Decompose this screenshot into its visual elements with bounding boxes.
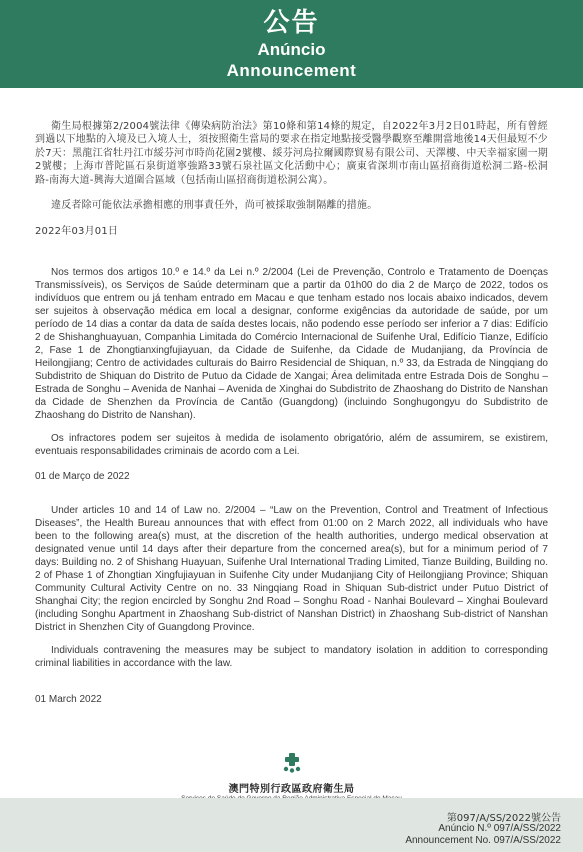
portuguese-paragraph-1: Nos termos dos artigos 10.º e 14.º da Lei n.º 2/2004 (Lei de Prevenção, Controlo e Tratamento de Doenças Transmissíveis), os Serviços de Saúde determinam que a partir da 01h00 do dia 2 de Março de 2022, todos os indivíduos que entrem ou já tenham entrado em Macau e que tenham estado nos locais abaixo indicados, devem ser sujeitos à observação médica em local a designar, conforme exigências da autoridade de saúde, por um período de 14 dias a contar da data de saída destes locais, não podendo esse período ser inferior a 7 dias: Edifício 2 de Shishanghuayuan, Companhia Limitada do Comércio Internacional de Suifenhe Ural, Edifício Tianze, Edifício 2, Fase 1 de Zhongtianxingfujiayuan, da Cidade de Suifenhe, da Cidade de Mudanjiang, da Província de Heilongjiang; Centro de actividades culturais do Bairro Residencial de Shiquan, n.º 33, da Estrada de Ningqiang do Subdistrito de Shiquan do Distrito de Putuo da Cidade de Xangai; Área delimitada entre Estrada Dois de Songhu – Estrada de Songhu – Avenida de Nanhai – Avenida de Xinghai do Subdistrito de Zhaoshang do Distrito de Nanshan da Cidade de Shenzhen da Província de Cantão (Guangdong) (incluindo Songhugongyu do Subdistrito de Zhaoshang do Distrito de Nanshan). [35,266,548,421]
organization-name-chinese: 澳門特別行政區政府衛生局 [228,784,355,795]
title-portuguese: Anúncio [257,40,326,59]
chinese-paragraph-1: 衛生局根據第2/2004號法律《傳染病防治法》第10條和第14條的規定，自2022年3月2日01時起，所有曾經到過以下地點的入境及已入境人士，須按照衛生當局的要求在指定地點接受醫學觀察至離開當地後14天但最短不少於7天：黑龍江省牡丹江市綏芬河市時尚花園2號樓、綏芬河烏拉爾國際貿易有限公司、天澤樓、中天幸福家園一期2號樓；上海市普陀區石泉街道寧強路33號石泉社區文化活動中心；廣東省深圳市南山區招商街道松洞二路-松洞路-南海大道-興海大道圍合區域（包括南山區招商街道松洞公寓）。 [35,121,548,186]
english-date: 01 March 2022 [35,693,102,705]
title-english: Announcement [226,61,357,80]
reference-number-portuguese: Anúncio N.º 097/A/SS/2022 [438,823,561,834]
portuguese-date: 01 de Março de 2022 [35,470,130,482]
title-chinese: 公告 [263,8,320,38]
english-paragraph-1: Under articles 10 and 14 of Law no. 2/2004 – “Law on the Prevention, Control and Treatment of Infectious Diseases”, the Health Bureau announces that with effect from 01:00 on 2 March 2022, all individuals who have been to the following area(s) must, at the discretion of the health authorities, undergo medical observation at designated venue until 14 days after their departure from the concerned area(s), but for a minimum period of 7 days: Building no. 2 of Shishang Huayuan, Suifenhe Ural International Trading Limited, Tianze Building, Building no. 2 of Phase 1 of Zhongtian Xingfujiayuan in Suifenhe City under Mudanjiang City of Heilongjiang Province; Shiquan Community Cultural Activity Centre on no. 33 Ningqiang Road in Shiquan Sub-district under Putuo District of Shanghai City; the region encircled by Songhu 2nd Road – Songhu Road - Nanhai Boulevard – Xinghai Boulevard (including Songhu Apartment in Zhaoshang Sub-district of Nanshan District) in Zhaoshang Sub-district of Nanshan District in Shenzhen City of Guangdong Province. [35,504,548,633]
health-bureau-logo [0,752,583,802]
announcement-body [35,120,548,706]
reference-number-english: Announcement No. 097/A/SS/2022 [405,835,561,846]
health-bureau-emblem-icon [281,752,303,774]
reference-footer [0,798,583,852]
chinese-date: 2022年03月01日 [35,226,119,238]
english-paragraph-2: Individuals contravening the measures may be subject to mandatory isolation in addition to corresponding criminal liabilities in accordance with the law. [35,644,548,669]
reference-number-chinese: 第097/A/SS/2022號公告 [446,813,561,824]
announcement-header [0,0,583,88]
chinese-paragraph-2: 違反者除可能依法承擔相應的刑事責任外，尚可被採取強制隔離的措施。 [51,200,378,212]
portuguese-paragraph-2: Os infractores podem ser sujeitos à medida de isolamento obrigatório, além de assumirem, se existirem, eventuais responsabilidades criminais de acordo com a Lei. [35,432,548,457]
